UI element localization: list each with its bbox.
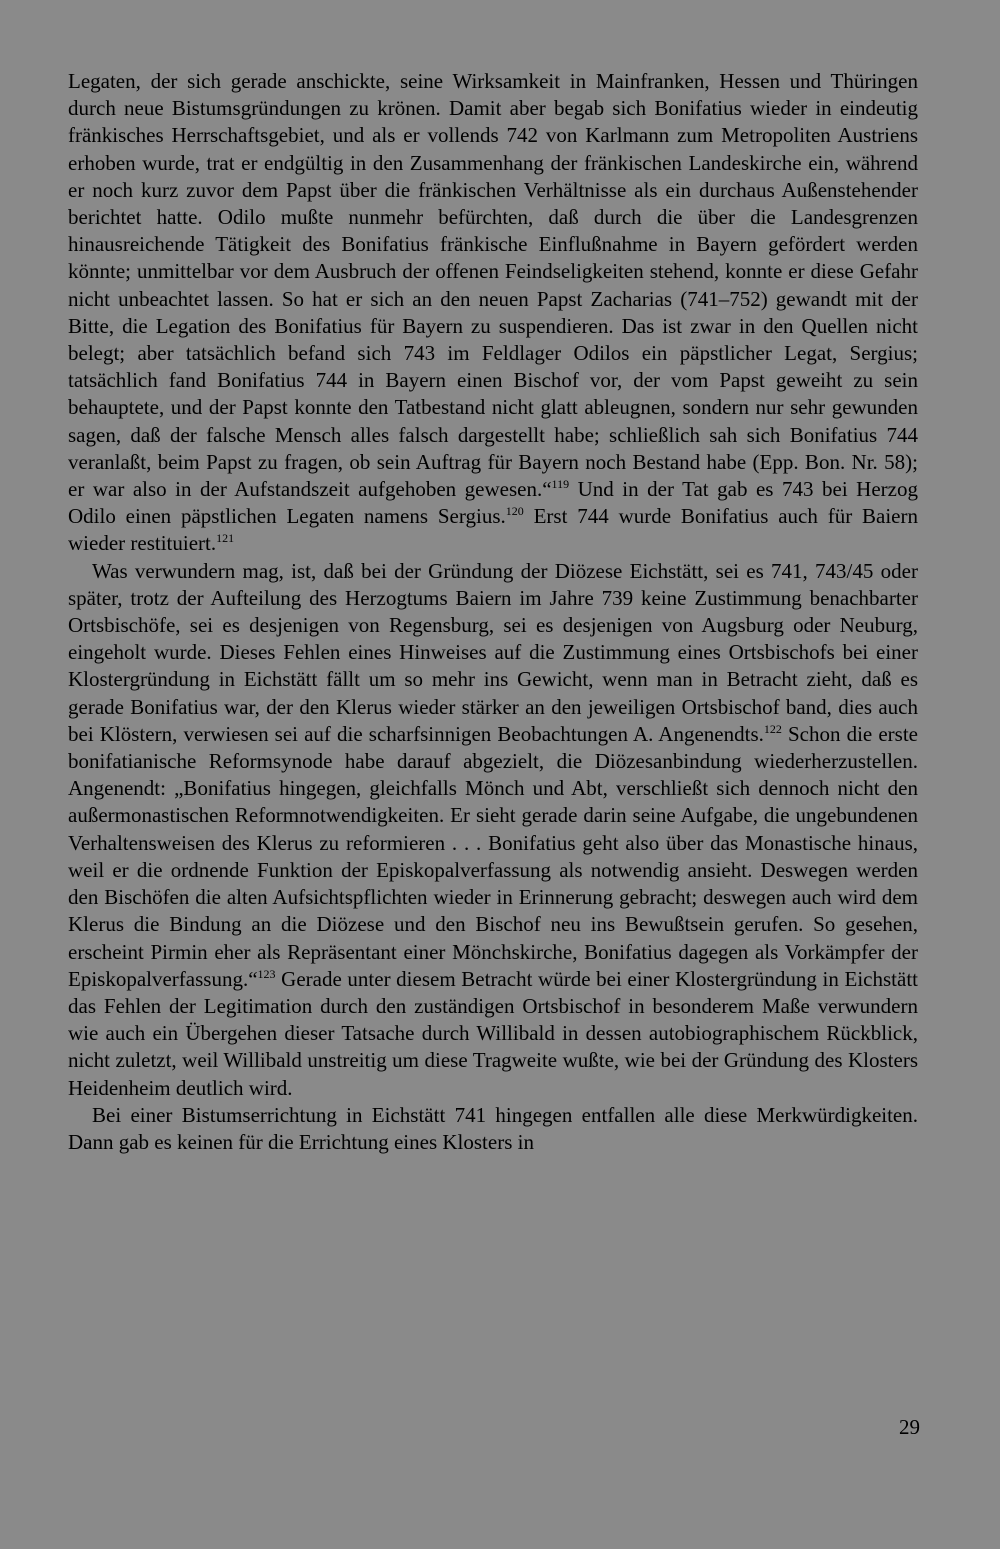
footnote-ref-120: 120 [505, 504, 524, 519]
footnote-ref-123: 123 [257, 966, 276, 981]
paragraph-3-text: Bei einer Bistumserrichtung in Eichstätt 741 hingegen entfallen alle diese Merkwürdigkeiten. Dann gab es keinen für die Errichtung eines Klosters in [68, 1102, 918, 1154]
paragraph-2 [68, 558, 918, 1102]
paragraph-1-text-b: Und in der Tat gab es 743 bei Herzog Odilo einen päpstlichen Legaten namens Sergius. [68, 477, 918, 529]
paragraph-2-text-c: Gerade unter diesem Betracht würde bei einer Klostergründung in Eichstätt das Fehlen der Legitimation durch den zuständigen Ortsbischof in besonderem Maße verwundern wie auch ein Übergehen dieser Tatsache durch Willibald in dessen autobiographischem Rückblick, nicht zuletzt, weil Willibald unstreitig um diese Tragweite wußte, wie bei der Gründung des Klosters Heidenheim deutlich wird. [68, 966, 918, 1100]
paragraph-1-text-a: Legaten, der sich gerade anschickte, seine Wirksamkeit in Mainfranken, Hessen und Thüringen durch neue Bistumsgründungen zu krönen. Damit aber begab sich Bonifatius wieder in eindeutig fränkisches Herrschaftsgebiet, und als er vollends 742 von Karlmann zum Metropoliten Austriens erhoben wurde, trat er endgültig in den Zusammenhang der fränkischen Landeskirche ein, während er noch kurz zuvor dem Papst über die fränkischen Verhältnisse als ein durchaus Außenstehender berichtet hatte. Odilo mußte nunmehr befürchten, daß durch die über die Landesgrenzen hinausreichende Tätigkeit des Bonifatius fränkische Einflußnahme in Bayern gefördert werden könnte; unmittelbar vor dem Ausbruch der offenen Feindseligkeiten stehend, konnte er diese Gefahr nicht unbeachtet lassen. So hat er sich an den neuen Papst Zacharias (741–752) gewandt mit der Bitte, die Legation des Bonifatius für Bayern zu suspendieren. Das ist zwar in den Quellen nicht belegt; aber tatsächlich befand sich 743 im Feldlager Odilos ein päpstlicher Legat, Sergius; tatsächlich fand Bonifatius 744 in Bayern einen Bischof vor, der vom Papst geweiht zu sein behauptete, und der Papst konnte den Tatbestand nicht glatt ableugnen, sondern nur sehr gewunden sagen, daß der falsche Mensch alles falsch dargestellt habe; schließlich sah sich Bonifatius 744 veranlaßt, beim Papst zu fragen, ob sein Auftrag für Bayern noch Bestand habe (Epp. Bon. Nr. 58); er war also in der Aufstandszeit aufgehoben gewesen.“ [68, 69, 918, 502]
paragraph-1-text-c: Erst 744 wurde Bonifatius auch für Baiern wieder restituiert. [68, 504, 918, 556]
paragraph-3 [68, 1102, 918, 1156]
page-text [68, 68, 918, 1156]
footnote-ref-119: 119 [551, 477, 570, 492]
paragraph-2-text-b: Schon die erste bonifatianische Reformsynode habe darauf abgezielt, die Diözesanbindung wiederherzustellen. Angenendt: „Bonifatius hingegen, gleichfalls Mönch und Abt, verschließt sich dennoch nicht den außermonastischen Reformnotwendigkeiten. Er sieht gerade darin seine Aufgabe, die ungebundenen Verhaltensweisen des Klerus zu reformieren . . . Bonifatius geht also über das Monastische hinaus, weil er die ordnende Funktion der Episkopalverfassung als notwendig ansieht. Deswegen werden den Bischöfen die alten Aufsichtspflichten wieder in Erinnerung gebracht; deswegen auch wird dem Klerus die Bindung an die Diözese und den Bischof neu ins Bewußtsein gerufen. So gesehen, erscheint Pirmin eher als Repräsentant einer Mönchskirche, Bonifatius dagegen als Vorkämpfer der Episkopalverfassung.“ [68, 721, 918, 991]
footnote-ref-122: 122 [763, 721, 782, 736]
page-number: 29 [899, 1415, 920, 1439]
paragraph-2-text-a: Was verwundern mag, ist, daß bei der Gründung der Diözese Eichstätt, sei es 741, 743/45 oder später, trotz der Aufteilung des Herzogtums Baiern im Jahre 739 keine Zustimmung benachbarter Ortsbischöfe, sei es desjenigen von Regensburg, sei es desjenigen von Augsburg oder Neuburg, eingeholt wurde. Dieses Fehlen eines Hinweises auf die Zustimmung eines Ortsbischofs bei einer Klostergründung in Eichstätt fällt um so mehr ins Gewicht, wenn man in Betracht zieht, daß es gerade Bonifatius war, der den Klerus wieder stärker an den jeweiligen Ortsbischof band, dies auch bei Klöstern, verwiesen sei auf die scharfsinnigen Beobachtungen A. Angenendts. [68, 558, 918, 746]
footnote-ref-121: 121 [216, 531, 235, 546]
paragraph-1 [68, 68, 918, 558]
